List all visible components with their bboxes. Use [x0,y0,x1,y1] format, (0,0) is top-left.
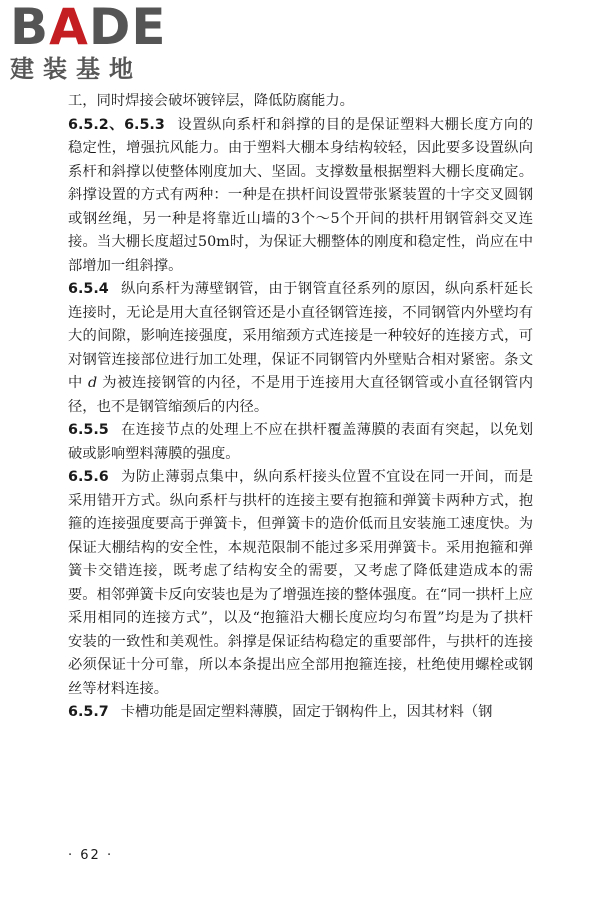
section-text: 纵向系杆为薄壁钢管，由于钢管直径系列的原因，纵向系杆延长连接时，无论是用大直径钢管还是小直径钢管连接，不同钢管内外壁均有大的间隙，影响连接强度，采用缩颈方式连接是一种较好的连接方式，可对钢管连接部位进行加工处理，保证不同钢管内外壁贴合相对紧密。条文中 [68,281,533,391]
section-number: 6.5.2、6.5.3 [68,116,165,133]
section-text: 卡槽功能是固定塑料薄膜，固定于钢构件上，因其材料（钢 [120,704,493,720]
continued-paragraph: 工，同时焊接会破坏镀锌层，降低防腐能力。 [68,93,354,109]
section-6-5-6 [68,466,533,701]
section-6-5-5 [68,419,533,466]
section-number: 6.5.6 [68,469,109,485]
page-number: · 62 · [68,848,114,863]
section-text: 设置纵向系杆和斜撑的目的是保证塑料大棚长度方向的稳定性，增强抗风能力。由于塑料大棚本身结构较轻，因此要多设置纵向系杆和斜撑以使整体刚度加大、坚固。支撑数量根据塑料大棚长度确定。斜撑设置的方式有两种：一种是在拱杆间设置带张紧装置的十字交叉圆钢或钢丝绳，另一种是将靠近山墙的3个～5个开间的拱杆用钢管斜交叉连接。当大棚长度超过50m时，为保证大棚整体的刚度和稳定性，尚应在中部增加一组斜撑。 [68,116,534,274]
variable-d: d [88,375,98,391]
section-6-5-2-6-5-3 [68,114,533,279]
section-number: 6.5.4 [68,281,109,297]
section-6-5-7 [68,701,533,725]
section-number: 6.5.5 [68,422,109,438]
section-text: 为被连接钢管的内径，不是用于连接用大直径钢管或小直径钢管内径，也不是钢管缩颈后的内径。 [68,375,534,415]
logo-subtitle: 建装基地 [10,55,142,83]
logo-wordmark: BADE [10,0,167,56]
document-body [68,90,533,725]
section-text: 在连接节点的处理上不应在拱杆覆盖薄膜的表面有突起，以免划破或影响塑料薄膜的强度。 [68,422,533,462]
section-number: 6.5.7 [68,704,109,720]
section-6-5-4 [68,278,533,419]
section-text: 为防止薄弱点集中，纵向系杆接头位置不宜设在同一开间，而是采用错开方式。纵向系杆与拱杆的连接主要有抱箍和弹簧卡两种方式，抱箍的连接强度要高于弹簧卡，但弹簧卡的造价低而且安装施工速度快。为保证大棚结构的安全性，本规范限制不能过多采用弹簧卡。采用抱箍和弹簧卡交错连接，既考虑了结构安全的需要，又考虑了降低建造成本的需要。相邻弹簧卡反向安装也是为了增强连接的整体强度。在“同一拱杆上应采用相同的连接方式”，以及“抱箍沿大棚长度应均匀布置”均是为了拱杆安装的一致性和美观性。斜撑是保证结构稳定的重要部件，与拱杆的连接必须保证十分可靠，所以本条提出应全部用抱箍连接，杜绝使用螺栓或钢丝等材料连接。 [68,469,533,697]
bade-logo [10,2,180,92]
